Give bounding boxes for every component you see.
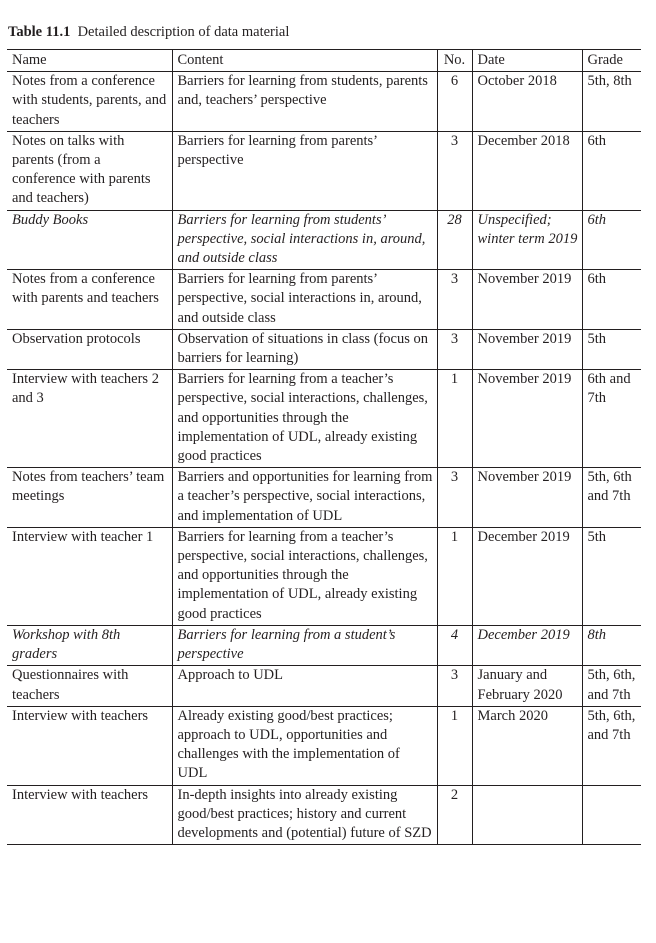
- cell-no: 3: [437, 131, 472, 210]
- table-row: [7, 666, 641, 706]
- header-no: No.: [437, 50, 472, 72]
- cell-content: Barriers for learning from students, parents and, teachers’ perspective: [172, 72, 437, 132]
- cell-date: November 2019: [472, 329, 582, 369]
- table-row: [7, 329, 641, 369]
- header-content: Content: [172, 50, 437, 72]
- cell-date: March 2020: [472, 706, 582, 785]
- cell-no: 1: [437, 370, 472, 468]
- cell-content: Barriers for learning from parents’ perspective: [172, 131, 437, 210]
- cell-content: Barriers for learning from a student’s perspective: [172, 625, 437, 665]
- cell-name: Notes from a conference with students, parents, and teachers: [12, 73, 167, 128]
- cell-name: Observation protocols: [12, 330, 141, 347]
- cell-grade: 6th and 7th: [582, 370, 641, 468]
- cell-grade: 5th: [582, 527, 641, 625]
- cell-no: 1: [437, 527, 472, 625]
- cell-name: Notes from teachers’ team meetings: [12, 469, 165, 505]
- header-grade: Grade: [582, 50, 641, 72]
- table-row: [7, 527, 641, 625]
- table-row: [7, 270, 641, 330]
- cell-content: Approach to UDL: [172, 666, 437, 706]
- table-row: [7, 468, 641, 528]
- cell-name: Buddy Books: [12, 211, 89, 228]
- cell-name: Notes from a conference with parents and teachers: [12, 271, 159, 307]
- cell-name: Interview with teachers: [12, 707, 149, 724]
- cell-date: [472, 785, 582, 845]
- cell-no: 3: [437, 666, 472, 706]
- table-row: [7, 706, 641, 785]
- cell-date: January and February 2020: [472, 666, 582, 706]
- cell-no: 4: [437, 625, 472, 665]
- cell-grade: 6th: [582, 131, 641, 210]
- table-row: [7, 625, 641, 665]
- cell-date: December 2019: [472, 625, 582, 665]
- cell-date: November 2019: [472, 468, 582, 528]
- cell-content: Barriers for learning from a teacher’s perspective, social interactions, challenges, and opportunities through the implementation of UDL, already existing good practices: [172, 527, 437, 625]
- cell-content: Barriers for learning from students’ perspective, social interactions in, around, and outside class: [172, 210, 437, 270]
- cell-no: 28: [437, 210, 472, 270]
- table-caption-label: Table 11.1: [8, 24, 71, 40]
- cell-grade: 6th: [582, 210, 641, 270]
- cell-date: November 2019: [472, 270, 582, 330]
- cell-content: Already existing good/best practices; approach to UDL, opportunities and challenges with the implementation of UDL: [172, 706, 437, 785]
- cell-name: Questionnaires with teachers: [12, 667, 129, 703]
- cell-content: Barriers and opportunities for learning from a teacher’s perspective, social interactions, and implementation of UDL: [172, 468, 437, 528]
- cell-no: 2: [437, 785, 472, 845]
- table-caption-text: Detailed description of data material: [77, 24, 290, 40]
- cell-grade: 5th, 8th: [582, 72, 641, 132]
- cell-grade: 8th: [582, 625, 641, 665]
- cell-date: December 2018: [472, 131, 582, 210]
- table-header-row: [7, 50, 641, 72]
- cell-date: Unspecified; winter term 2019: [472, 210, 582, 270]
- cell-content: In-depth insights into already existing good/best practices; history and current developments and (potential) future of SZD: [172, 785, 437, 845]
- cell-grade: 5th, 6th and 7th: [582, 468, 641, 528]
- cell-no: 1: [437, 706, 472, 785]
- cell-grade: 6th: [582, 270, 641, 330]
- cell-no: 3: [437, 329, 472, 369]
- cell-content: Barriers for learning from parents’ perspective, social interactions in, around, and outside class: [172, 270, 437, 330]
- table-row: [7, 370, 641, 468]
- data-material-table: [7, 49, 641, 845]
- cell-content: Barriers for learning from a teacher’s perspective, social interactions, challenges, and opportunities through the implementation of UDL, already existing good practices: [172, 370, 437, 468]
- cell-name: Interview with teacher 1: [12, 528, 154, 545]
- cell-content: Observation of situations in class (focus on barriers for learning): [172, 329, 437, 369]
- cell-name: Interview with teachers 2 and 3: [12, 371, 159, 407]
- cell-no: 3: [437, 270, 472, 330]
- cell-no: 3: [437, 468, 472, 528]
- header-name: Name: [12, 52, 47, 68]
- table-row: [7, 210, 641, 270]
- cell-date: December 2019: [472, 527, 582, 625]
- cell-grade: 5th, 6th, and 7th: [582, 706, 641, 785]
- cell-name: Interview with teachers: [12, 786, 149, 803]
- table-row: [7, 72, 641, 132]
- cell-grade: 5th: [582, 329, 641, 369]
- cell-name: Workshop with 8th graders: [12, 626, 121, 663]
- cell-name: Notes on talks with parents (from a conference with parents and teachers): [12, 132, 151, 207]
- table-row: [7, 131, 641, 210]
- header-date: Date: [472, 50, 582, 72]
- table-row: [7, 785, 641, 845]
- cell-grade: 5th, 6th, and 7th: [582, 666, 641, 706]
- table-caption: [8, 21, 289, 43]
- cell-no: 6: [437, 72, 472, 132]
- cell-date: October 2018: [472, 72, 582, 132]
- cell-grade: [582, 785, 641, 845]
- cell-date: November 2019: [472, 370, 582, 468]
